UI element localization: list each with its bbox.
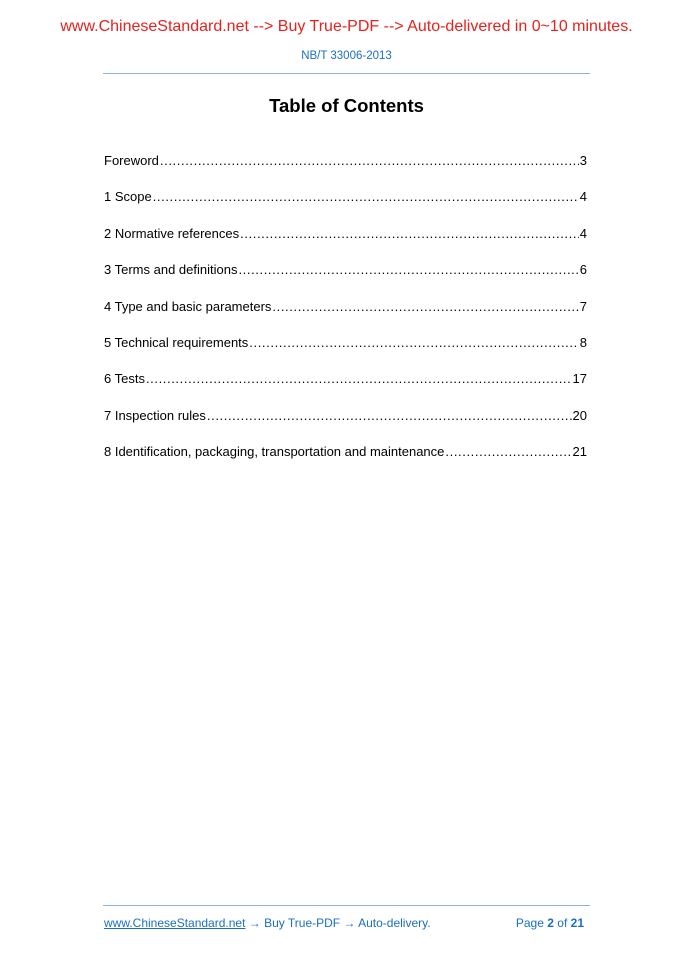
toc-entry-label: 3 Terms and definitions <box>104 262 238 278</box>
toc-entry-label: 5 Technical requirements <box>104 334 249 350</box>
toc-entry-page: 6 <box>579 262 587 278</box>
toc-entry-normative-references[interactable] <box>104 226 587 262</box>
toc-entry-label: 4 Type and basic parameters <box>104 298 272 314</box>
footer-website-link[interactable]: www.ChineseStandard.net <box>104 916 246 930</box>
page-of: of <box>557 916 568 930</box>
toc-entry-foreword[interactable] <box>104 153 587 189</box>
toc-entry-page: 4 <box>579 189 587 205</box>
toc-dot-leader <box>207 408 572 424</box>
toc-dot-leader <box>146 371 572 387</box>
toc-entry-page: 3 <box>579 153 587 168</box>
toc-entry-label: 2 Normative references <box>104 225 240 241</box>
toc-entry-label: 1 Scope <box>104 189 152 205</box>
toc-entry-type-and-basic-parameters[interactable] <box>104 299 587 335</box>
toc-entry-page: 20 <box>572 407 587 423</box>
toc-entry-label: 8 Identification, packaging, transportation and maintenance <box>104 444 445 460</box>
document-code: NB/T 33006-2013 <box>301 50 392 62</box>
page-prefix: Page <box>515 916 544 930</box>
toc-dot-leader <box>238 262 578 278</box>
table-of-contents <box>104 153 587 481</box>
toc-entry-page: 8 <box>579 334 587 350</box>
toc-entry-page: 21 <box>572 444 587 460</box>
toc-entry-label: 6 Tests <box>104 371 145 387</box>
footer-divider <box>103 905 590 906</box>
toc-entry-label: 7 Inspection rules <box>104 407 206 423</box>
page-title: Table of Contents <box>269 95 424 116</box>
page-current: 2 <box>547 916 554 930</box>
toc-entry-page: 17 <box>572 371 587 387</box>
header-divider <box>103 73 590 74</box>
footer-tagline: → Buy True-PDF → Auto-delivery. <box>245 916 431 930</box>
toc-dot-leader <box>445 444 571 460</box>
toc-entry-identification-packaging[interactable] <box>104 444 587 480</box>
toc-dot-leader <box>249 335 578 351</box>
promo-banner[interactable]: www.ChineseStandard.net --> Buy True-PDF --> Auto-delivered in 0~10 minutes. <box>60 18 633 35</box>
toc-entry-technical-requirements[interactable] <box>104 335 587 371</box>
toc-entry-page: 4 <box>579 225 587 241</box>
toc-entry-label: Foreword <box>104 153 159 168</box>
toc-entry-tests[interactable] <box>104 371 587 407</box>
toc-dot-leader <box>160 153 579 169</box>
toc-entry-page: 7 <box>579 298 587 314</box>
toc-entry-scope[interactable] <box>104 189 587 225</box>
toc-entry-terms-and-definitions[interactable] <box>104 262 587 298</box>
page-footer <box>104 916 584 930</box>
page-total: 21 <box>570 916 584 930</box>
toc-entry-inspection-rules[interactable] <box>104 408 587 444</box>
toc-dot-leader <box>272 299 578 315</box>
toc-dot-leader <box>153 189 579 205</box>
toc-dot-leader <box>240 226 579 242</box>
page-number <box>516 916 584 930</box>
